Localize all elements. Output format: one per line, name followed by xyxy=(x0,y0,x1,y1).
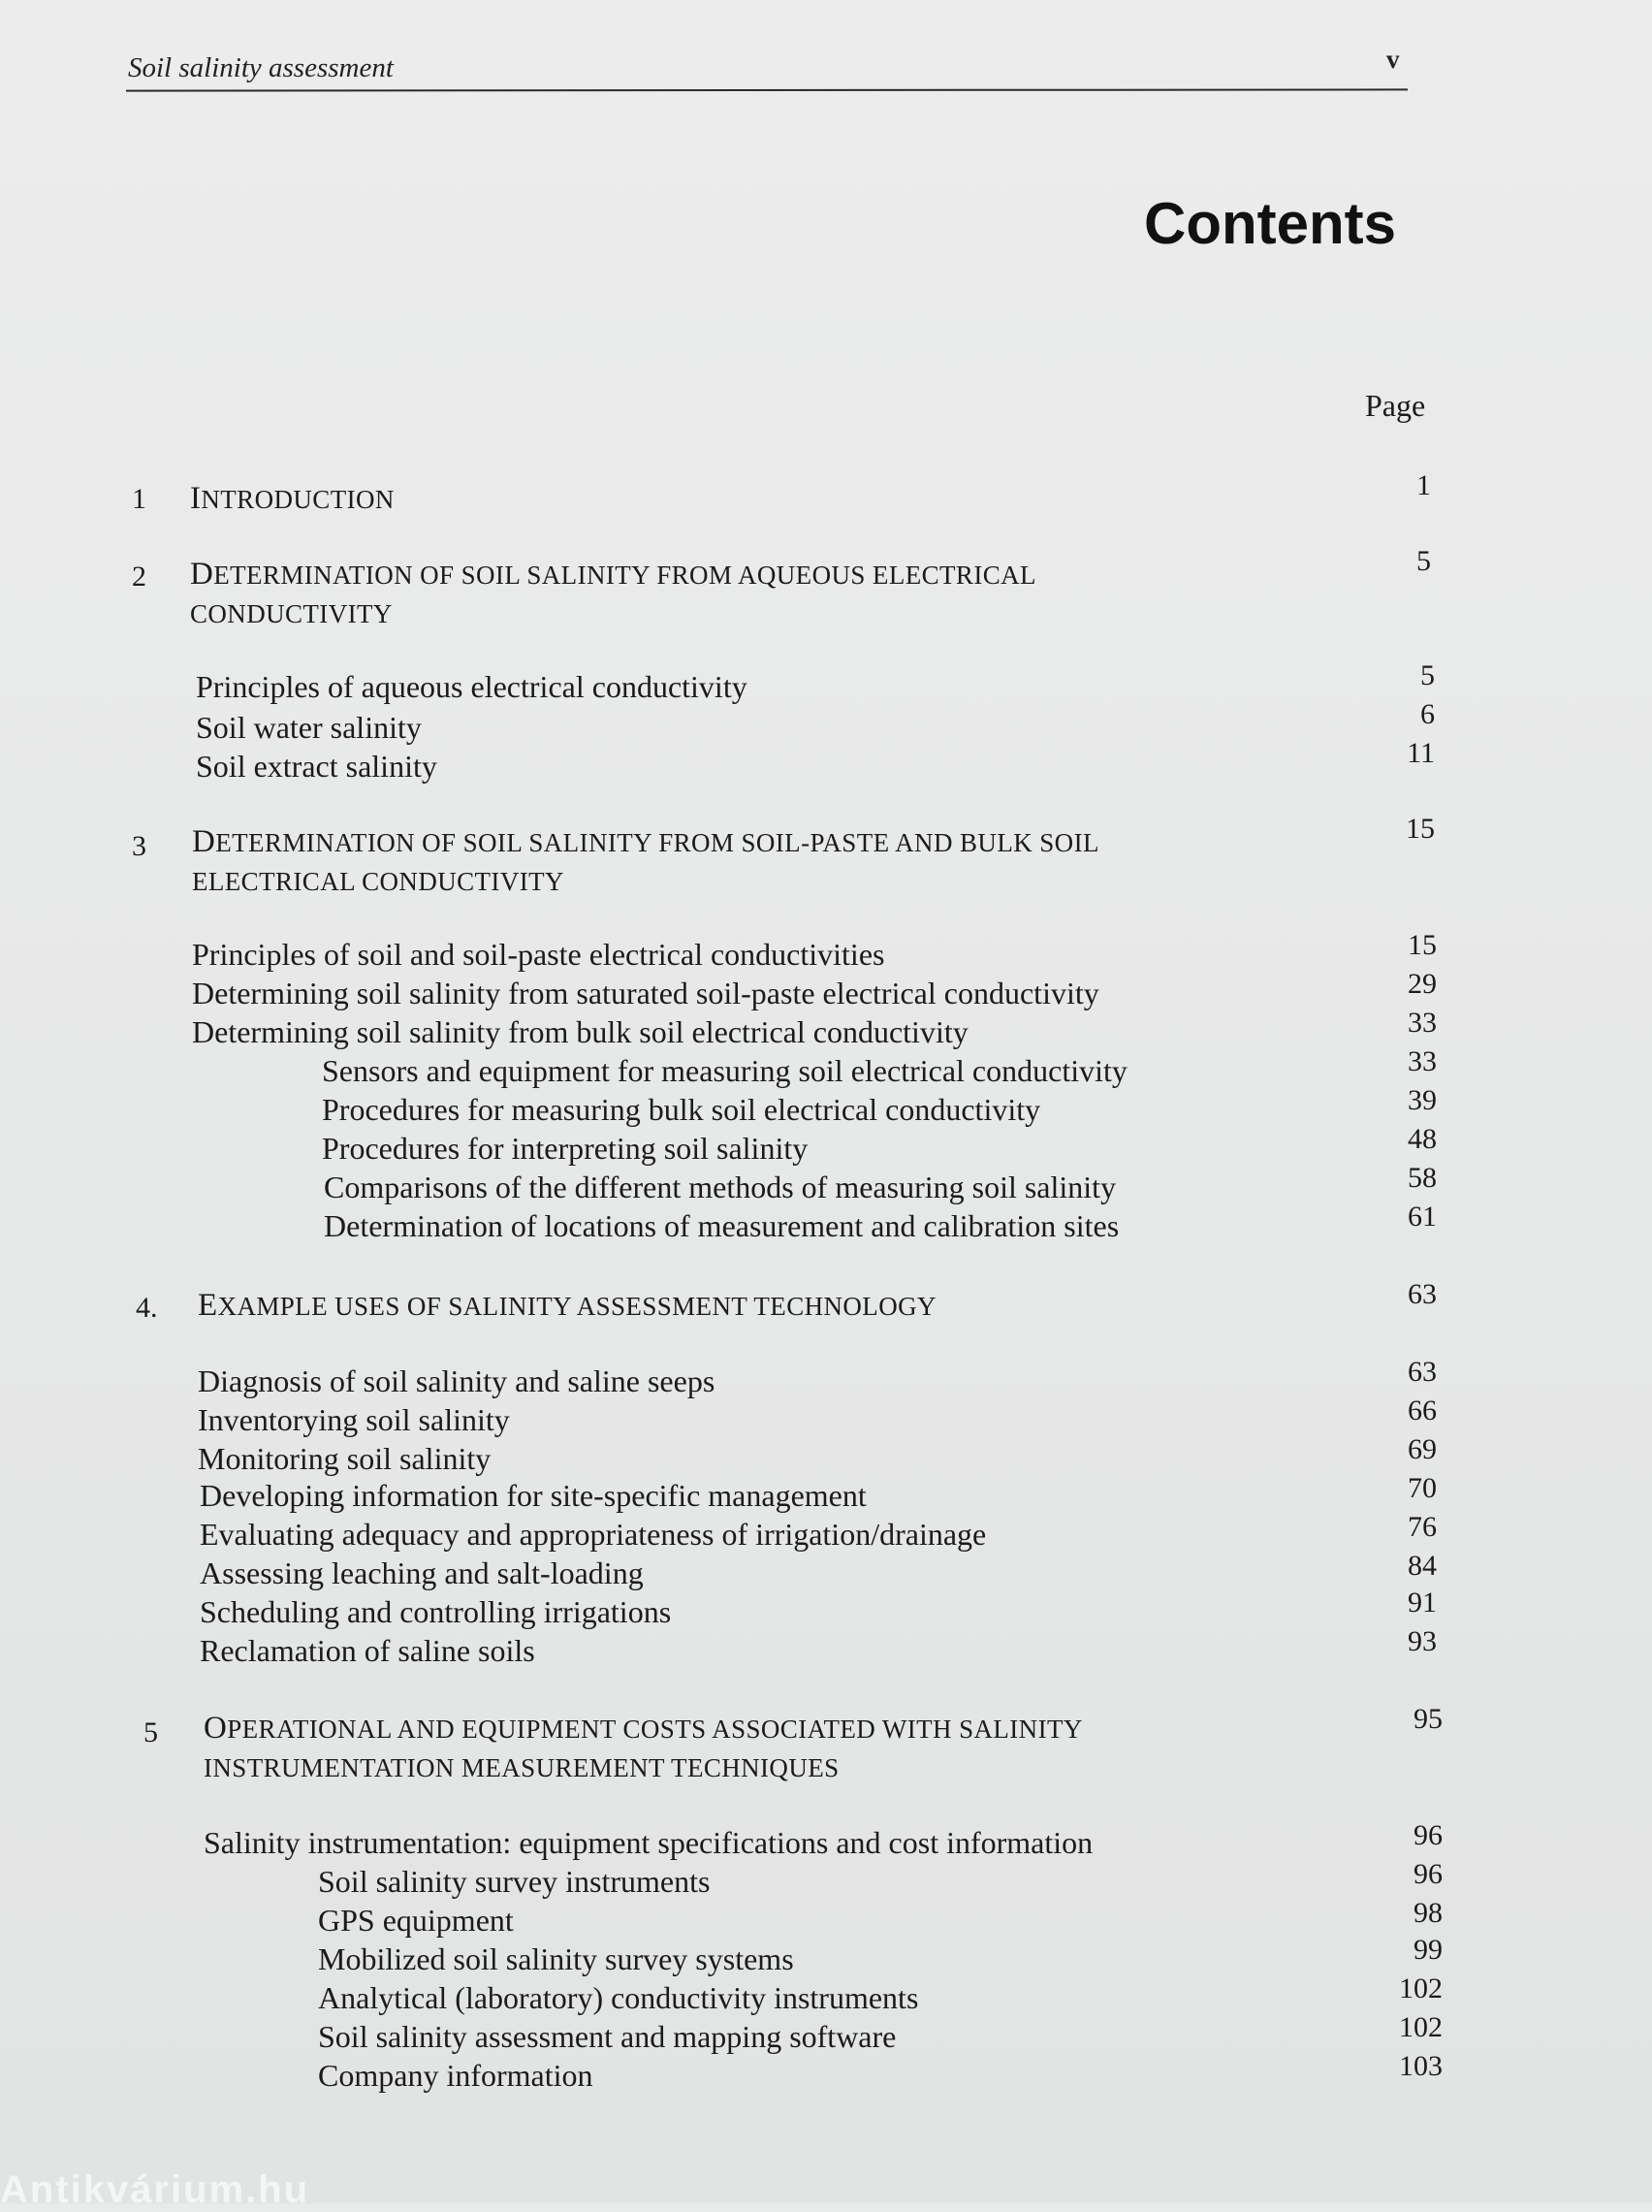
toc-entry-page: 103 xyxy=(1399,2050,1443,2082)
header-rule xyxy=(126,88,1408,91)
toc-entry-page: 102 xyxy=(1399,2011,1443,2043)
toc-entry-page: 39 xyxy=(1408,1084,1437,1116)
toc-subentry: Mobilized soil salinity survey systems xyxy=(318,1941,794,1976)
chapter-page: 63 xyxy=(1408,1278,1437,1310)
toc-entry-page: 6 xyxy=(1420,698,1435,730)
toc-entry: Reclamation of saline soils xyxy=(200,1633,535,1668)
toc-entry: Principles of aqueous electrical conductivity xyxy=(196,669,747,704)
chapter-number: 1 xyxy=(132,483,146,515)
toc-subentry: Soil salinity survey instruments xyxy=(318,1864,711,1899)
chapter-title: EXAMPLE USES OF SALINITY ASSESSMENT TECHNOLOGY xyxy=(198,1288,937,1323)
toc-subentry: Determination of locations of measurement and calibration sites xyxy=(324,1208,1120,1243)
toc-entry-page: 5 xyxy=(1420,659,1435,691)
chapter-number: 3 xyxy=(132,830,146,862)
toc-entry-page: 69 xyxy=(1408,1433,1437,1465)
toc-entry-page: 58 xyxy=(1408,1162,1437,1194)
toc-entry: Salinity instrumentation: equipment specifications and cost information xyxy=(204,1825,1094,1860)
toc-entry: Assessing leaching and salt-loading xyxy=(200,1555,644,1590)
toc-entry-page: 33 xyxy=(1408,1007,1437,1039)
running-header-title: Soil salinity assessment xyxy=(128,52,394,83)
chapter-page: 1 xyxy=(1416,469,1431,501)
toc-entry: Soil water salinity xyxy=(196,710,422,745)
toc-subentry: Soil salinity assessment and mapping software xyxy=(318,2019,897,2054)
chapter-title: DETERMINATION OF SOIL SALINITY FROM AQUEOUS ELECTRICAL CONDUCTIVITY xyxy=(190,557,1036,628)
chapter-title: INTRODUCTION xyxy=(190,481,395,516)
toc-subentry: Analytical (laboratory) conductivity instruments xyxy=(318,1980,919,2015)
chapter-page: 95 xyxy=(1414,1703,1443,1735)
toc-subentry: Company information xyxy=(318,2058,593,2093)
toc-entry-page: 66 xyxy=(1408,1395,1437,1427)
toc-entry-page: 93 xyxy=(1408,1625,1437,1657)
toc-entry-page: 33 xyxy=(1408,1045,1437,1077)
chapter-title: OPERATIONAL AND EQUIPMENT COSTS ASSOCIATED WITH SALINITY INSTRUMENTATION MEASUREMENT TECHNIQUES xyxy=(204,1711,1083,1782)
toc-entry-page: 61 xyxy=(1408,1201,1437,1233)
toc-entry-page: 84 xyxy=(1408,1550,1437,1582)
chapter-page: 5 xyxy=(1416,545,1431,577)
contents-heading: Contents xyxy=(1144,191,1396,256)
chapter-number: 2 xyxy=(132,561,146,593)
chapter-number: 5 xyxy=(143,1716,158,1748)
chapter-page: 15 xyxy=(1406,813,1435,845)
toc-entry: Monitoring soil salinity xyxy=(198,1441,492,1476)
chapter-title: DETERMINATION OF SOIL SALINITY FROM SOIL-PASTE AND BULK SOIL ELECTRICAL CONDUCTIVITY xyxy=(192,824,1099,896)
toc-subentry: Procedures for measuring bulk soil electrical conductivity xyxy=(322,1092,1041,1127)
page-column-label: Page xyxy=(1365,388,1426,423)
watermark-text: Antikvárium.hu xyxy=(0,2168,310,2211)
toc-entry-page: 98 xyxy=(1414,1897,1443,1929)
header-page-number: v xyxy=(1386,45,1400,74)
toc-entry: Developing information for site-specific management xyxy=(200,1478,867,1513)
toc-entry: Diagnosis of soil salinity and saline seeps xyxy=(198,1363,715,1398)
toc-subentry: Procedures for interpreting soil salinity xyxy=(322,1131,809,1166)
toc-entry: Inventorying soil salinity xyxy=(198,1402,510,1437)
toc-entry-page: 15 xyxy=(1408,929,1437,961)
toc-entry-page: 99 xyxy=(1414,1934,1443,1966)
toc-entry-page: 102 xyxy=(1399,1972,1443,2004)
toc-entry-page: 70 xyxy=(1408,1472,1437,1504)
toc-entry-page: 63 xyxy=(1408,1356,1437,1388)
toc-entry-page: 48 xyxy=(1408,1123,1437,1155)
toc-subentry: Comparisons of the different methods of measuring soil salinity xyxy=(324,1170,1117,1204)
toc-entry-page: 11 xyxy=(1407,737,1435,769)
toc-entry-page: 96 xyxy=(1414,1819,1443,1851)
chapter-number: 4. xyxy=(136,1292,158,1324)
toc-entry: Soil extract salinity xyxy=(196,749,437,784)
toc-subentry: GPS equipment xyxy=(318,1903,514,1938)
toc-subentry: Sensors and equipment for measuring soil electrical conductivity xyxy=(322,1053,1128,1088)
toc-entry: Scheduling and controlling irrigations xyxy=(200,1594,672,1629)
toc-entry: Evaluating adequacy and appropriateness of irrigation/drainage xyxy=(200,1517,987,1552)
toc-entry-page: 91 xyxy=(1408,1587,1437,1619)
toc-entry: Principles of soil and soil-paste electrical conductivities xyxy=(192,937,885,972)
toc-entry-page: 76 xyxy=(1408,1511,1437,1543)
toc-entry: Determining soil salinity from bulk soil electrical conductivity xyxy=(192,1014,969,1049)
toc-entry: Determining soil salinity from saturated soil-paste electrical conductivity xyxy=(192,976,1099,1010)
toc-entry-page: 96 xyxy=(1414,1858,1443,1890)
toc-entry-page: 29 xyxy=(1408,968,1437,1000)
